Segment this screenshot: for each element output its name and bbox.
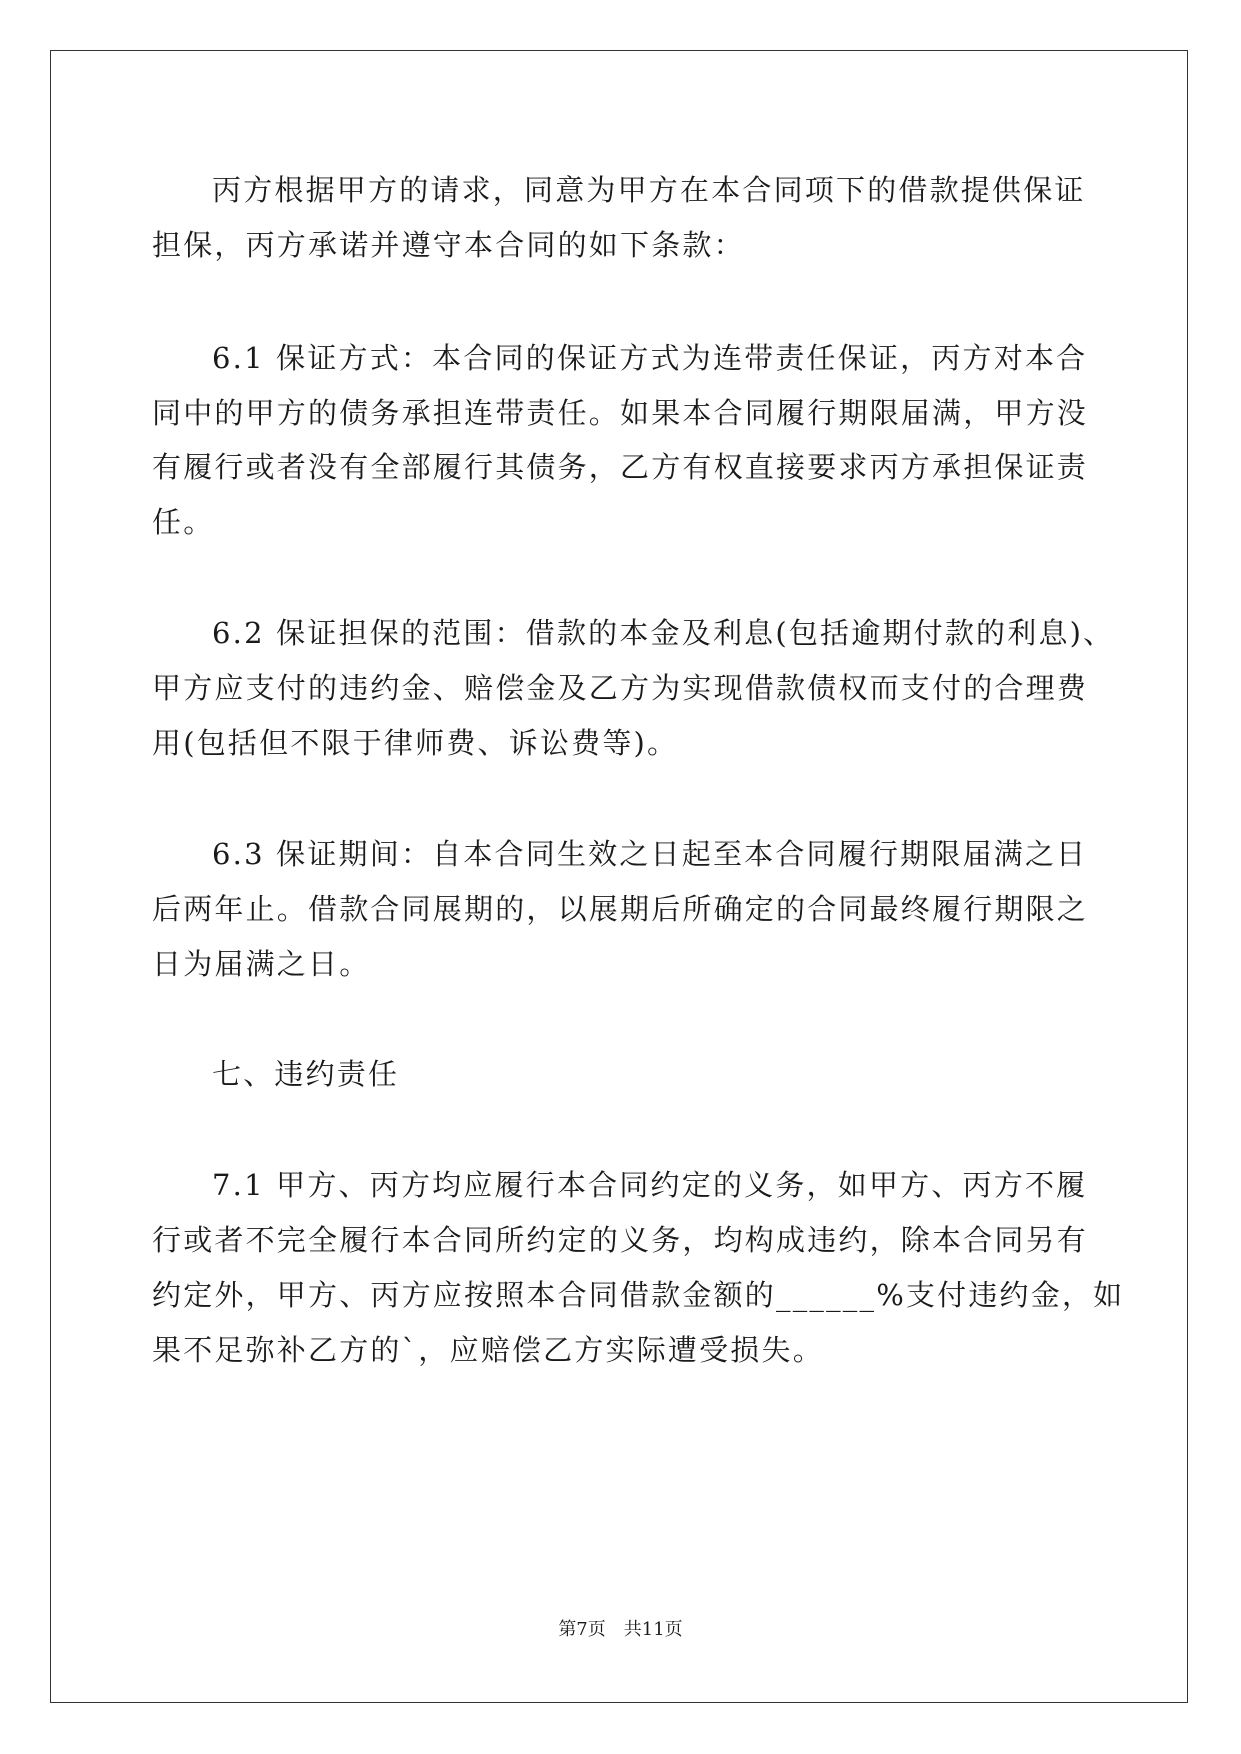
paragraph-line: 丙方根据甲方的请求，同意为甲方在本合同项下的借款提供保证 (212, 173, 1086, 207)
paragraph-line: 用(包括但不限于律师费、诉讼费等)。 (152, 726, 679, 760)
paragraph-line: 日为届满之日。 (152, 947, 371, 981)
page-number: 第7页 共11页 (558, 1619, 683, 1640)
paragraph-line: 行或者不完全履行本合同所约定的义务，均构成违约，除本合同另有 (152, 1223, 1089, 1257)
paragraph-line: 6.3 保证期间：自本合同生效之日起至本合同履行期限届满之日 (212, 837, 1088, 871)
page-border (50, 50, 1188, 1703)
section-heading: 七、违约责任 (212, 1057, 400, 1091)
paragraph-line: 后两年止。借款合同展期的，以展期后所确定的合同最终履行期限之 (152, 892, 1089, 926)
paragraph-line: 任。 (152, 505, 215, 539)
paragraph-line: 同中的甲方的债务承担连带责任。如果本合同履行期限届满，甲方没 (152, 396, 1089, 430)
paragraph-line: 6.1 保证方式：本合同的保证方式为连带责任保证，丙方对本合 (212, 341, 1088, 375)
paragraph-line: 甲方应支付的违约金、赔偿金及乙方为实现借款债权而支付的合理费 (152, 671, 1089, 705)
paragraph-line: 约定外，甲方、丙方应按照本合同借款金额的______%支付违约金，如 (152, 1278, 1125, 1312)
paragraph-line: 果不足弥补乙方的`，应赔偿乙方实际遭受损失。 (152, 1333, 824, 1367)
paragraph-line: 有履行或者没有全部履行其债务，乙方有权直接要求丙方承担保证责 (152, 450, 1089, 484)
paragraph-line: 担保，丙方承诺并遵守本合同的如下条款： (152, 228, 745, 262)
paragraph-line: 7.1 甲方、丙方均应履行本合同约定的义务，如甲方、丙方不履 (212, 1168, 1088, 1202)
paragraph-line: 6.2 保证担保的范围：借款的本金及利息(包括逾期付款的利息)、 (212, 616, 1115, 650)
